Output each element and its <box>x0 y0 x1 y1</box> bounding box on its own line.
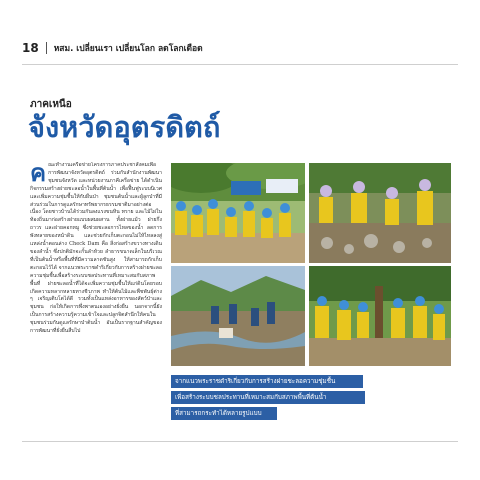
photo-caption-line-3: ที่สามารถกระทำได้หลายรูปแบบ <box>171 407 277 420</box>
article-body-text: ณะทำงานเครือข่ายโครงการภาคประชาสังคมเพื่อการพัฒนาจังหวัดอุตรดิตถ์ ร่วมกับสำนักงานพัฒนาชุมชนจังหวัด และหน่วยงานภาคีเครือข่าย ได้ดำเนินกิจกรรมสร้างฝายชะลอน้ำในพื้นที่ต้นน้ำ เพื่อฟื้นฟูระบบนิเวศและเพิ่มความชุ่มชื้นให้กับผืนป่า ชุมชนต้นน้ำและผู้ลูกป่าที่มีส่วนร่วมในการดูแลรักษาทรัพยากรธรรมชาติมาอย่างต่อเนื่อง โดยชาวบ้านได้ร่วมกันลงแรงขนหิน ทราย และไม้ไผ่ในท้องถิ่นมาก่อสร้างฝายแบบผสมผสาน ทั้งฝายแม้ว ฝายกึ่งถาวร และฝายคอกหมู ซึ่งช่วยชะลอการไหลของน้ำ ลดการพังทลายของหน้าดิน และช่วยกักเก็บตะกอนไม่ให้ไหลลงสู่แหล่งน้ำตอนล่าง Check Dam คือ สิ่งก่อสร้างขวางทางเดินของลำน้ำ ซึ่งปกติมักจะกั้นลำห้วย ลำธารขนาดเล็กในบริเวณที่เป็นต้นน้ำหรือพื้นที่ที่มีความลาดชันสูง ให้สามารถกักเก็บตะกอนไว้ได้ จากแนวพระราชดำริเกี่ยวกับการสร้างฝายชะลอความชุ่มชื้นเพื่อสร้างระบบชลประทานที่เหมาะสมกับสภาพพื้นที่ ฝายชะลอน้ำที่ได้จะเพิ่มความชุ่มชื้นให้แก่ดินโดยรอบ เกิดความหลากหลายทางชีวภาพ ทำให้ต้นไม้และพืชพันธุ์ต่าง ๆ เจริญเติบโตได้ดี รวมทั้งเป็นแหล่งอาหารของสัตว์ป่าและชุมชน ก่อให้เกิดการพึ่งพาตนเองอย่างยั่งยืน นอกจากนี้ยังเป็นการสร้างความรู้ความเข้าใจและปลูกจิตสำนึกให้คนในชุมชนร่วมกันดูแลรักษาป่าต้นน้ำ อันเป็นรากฐานสำคัญของการพัฒนาที่ยั่งยืนสืบไป <box>30 162 162 335</box>
province-title: จังหวัดอุตรดิตถ์ <box>28 110 221 144</box>
header-rule <box>22 64 458 65</box>
running-title: หสม. เปลี่ยนเรา เปลี่ยนโลก ลดโลกเดือด <box>53 44 203 54</box>
page-number: 18 <box>22 41 39 55</box>
photo-group-gathering <box>171 163 305 263</box>
photo-caption-line-2: เพื่อสร้างระบบชลประทานที่เหมาะสมกับสภาพพื้นที่ต้นน้ำ <box>171 391 365 404</box>
photo-tree-planting <box>309 266 451 366</box>
drop-cap: ค <box>30 162 47 187</box>
header-divider <box>46 42 47 54</box>
photo-dam-building <box>309 163 451 263</box>
region-label: ภาคเหนือ <box>30 99 72 110</box>
article-body <box>30 162 162 438</box>
photo-caption-line-1: จากแนวพระราชดำริเกี่ยวกับการสร้างฝายชะลอความชุ่มชื้น <box>171 375 363 388</box>
photo-stream-work <box>171 266 305 366</box>
running-header <box>22 40 203 56</box>
footer-rule <box>22 441 458 442</box>
